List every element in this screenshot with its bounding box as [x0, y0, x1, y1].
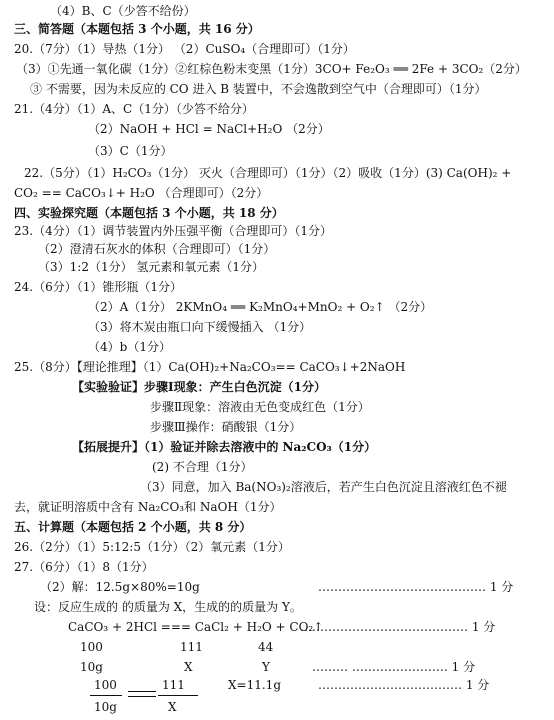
- answer-line: 去，就证明溶质中含有 Na₂CO₃和 NaOH（1分）: [14, 500, 282, 514]
- answer-line: 21.（4分）（1）A、C（1分）（少答不给分）: [14, 102, 254, 116]
- answer-line: （4）B、C（少答不给份）: [50, 4, 196, 18]
- section-heading: 【实验验证】步骤Ⅰ现象：产生白色沉淀（1分）: [72, 380, 326, 394]
- answer-line: （4）b（1分）: [88, 340, 171, 354]
- answer-line: （2）A（1分） 2KMnO₄ ══ K₂MnO₄+MnO₂ + O₂↑ （2分）: [88, 300, 433, 314]
- equals-bar-top: [128, 691, 156, 692]
- score-dots: ……… …………………… 1 分: [312, 660, 476, 674]
- calc-value: X: [184, 660, 193, 674]
- answer-line: CaCO₃ + 2HCl === CaCl₂ + H₂O + CO₂↑: [68, 620, 324, 634]
- answer-line: （2）NaOH + HCl = NaCl+H₂O （2分）: [88, 122, 330, 136]
- answer-line: 26.（2分）（1）5:12:5（1分）（2）氧元素（1分）: [14, 540, 290, 554]
- fraction-numerator: 100: [94, 678, 117, 692]
- calc-value: 10g: [80, 660, 103, 674]
- fraction-denominator: X: [168, 700, 177, 714]
- answer-line: （3）1:2（1分） 氢元素和氧元素（1分）: [38, 260, 265, 274]
- answer-line: ③ 不需要，因为未反应的 CO 进入 B 装置中，不会逸散到空气中（合理即可）（1分）: [30, 82, 487, 96]
- answer-line: （3）C（1分）: [88, 144, 173, 158]
- answer-line: CO₂ == CaCO₃↓+ H₂O （合理即可）（2分）: [14, 186, 269, 200]
- answer-line: (2) 不合理（1分）: [152, 460, 253, 474]
- answer-line: 27.（6分）（1）8（1分）: [14, 560, 154, 574]
- fraction-denominator: 10g: [94, 700, 117, 714]
- answer-line: …………………………………… 1 分: [300, 620, 496, 634]
- section-heading: 【拓展提升】（1）验证并除去溶液中的 Na₂CO₃（1分）: [72, 440, 377, 454]
- answer-line: 23.（4分）（1）调节装置内外压强平衡（合理即可）（1分）: [14, 224, 332, 238]
- answer-line: （2）澄清石灰水的体积（合理即可）（1分）: [38, 242, 276, 256]
- fraction-numerator: 111: [162, 678, 185, 692]
- answer-line: 20.（7分）（1）导热（1分） （2）CuSO₄（合理即可）（1分）: [14, 42, 355, 56]
- section-heading: 五、计算题（本题包括 2 个小题，共 8 分）: [14, 520, 252, 534]
- answer-line: （2）解：12.5g×80%=10g: [40, 580, 200, 594]
- answer-line: 22.（5分）（1）H₂CO₃（1分） 灭火（合理即可）（1分）（2）吸收（1分）(3) Ca(OH)₂ +: [24, 166, 512, 180]
- answer-line: 24.（6分）（1）锥形瓶（1分）: [14, 280, 182, 294]
- answer-line: （3）将木炭由瓶口向下缓慢插入 （1分）: [88, 320, 312, 334]
- calc-result: X=11.1g: [228, 678, 281, 692]
- score-dots: ……………………………… 1 分: [318, 678, 490, 692]
- section-heading: 三、简答题（本题包括 3 个小题，共 16 分）: [14, 22, 260, 36]
- calc-value: 44: [258, 640, 274, 654]
- fraction-bar: [90, 695, 122, 696]
- calc-value: 111: [180, 640, 203, 654]
- answer-line: …………………………………… 1 分: [318, 580, 514, 594]
- answer-line: （3）同意，加入 Ba(NO₃)₂溶液后，若产生白色沉淀且溶液红色不褪: [140, 480, 507, 494]
- answer-line: 25.（8分）【理论推理】（1）Ca(OH)₂+Na₂CO₃== CaCO₃↓+2NaOH: [14, 360, 406, 374]
- section-heading: 四、实验探究题（本题包括 3 个小题，共 18 分）: [14, 206, 284, 220]
- calc-value: Y: [262, 660, 270, 674]
- fraction-bar: [158, 695, 198, 696]
- answer-line: 设：反应生成的 的质量为 X，生成的的质量为 Y。: [34, 600, 302, 614]
- answer-line: 步骤Ⅲ操作：硝酸银（1分）: [150, 420, 302, 434]
- calc-value: 100: [80, 640, 103, 654]
- answer-line: （3）①先通一氧化碳（1分）②红棕色粉末变黑（1分）3CO+ Fe₂O₃ ══ 2Fe + 3CO₂（2分）: [16, 62, 527, 76]
- equals-bar-bottom: [128, 696, 156, 697]
- answer-line: 步骤Ⅱ现象：溶液由无色变成红色（1分）: [150, 400, 370, 414]
